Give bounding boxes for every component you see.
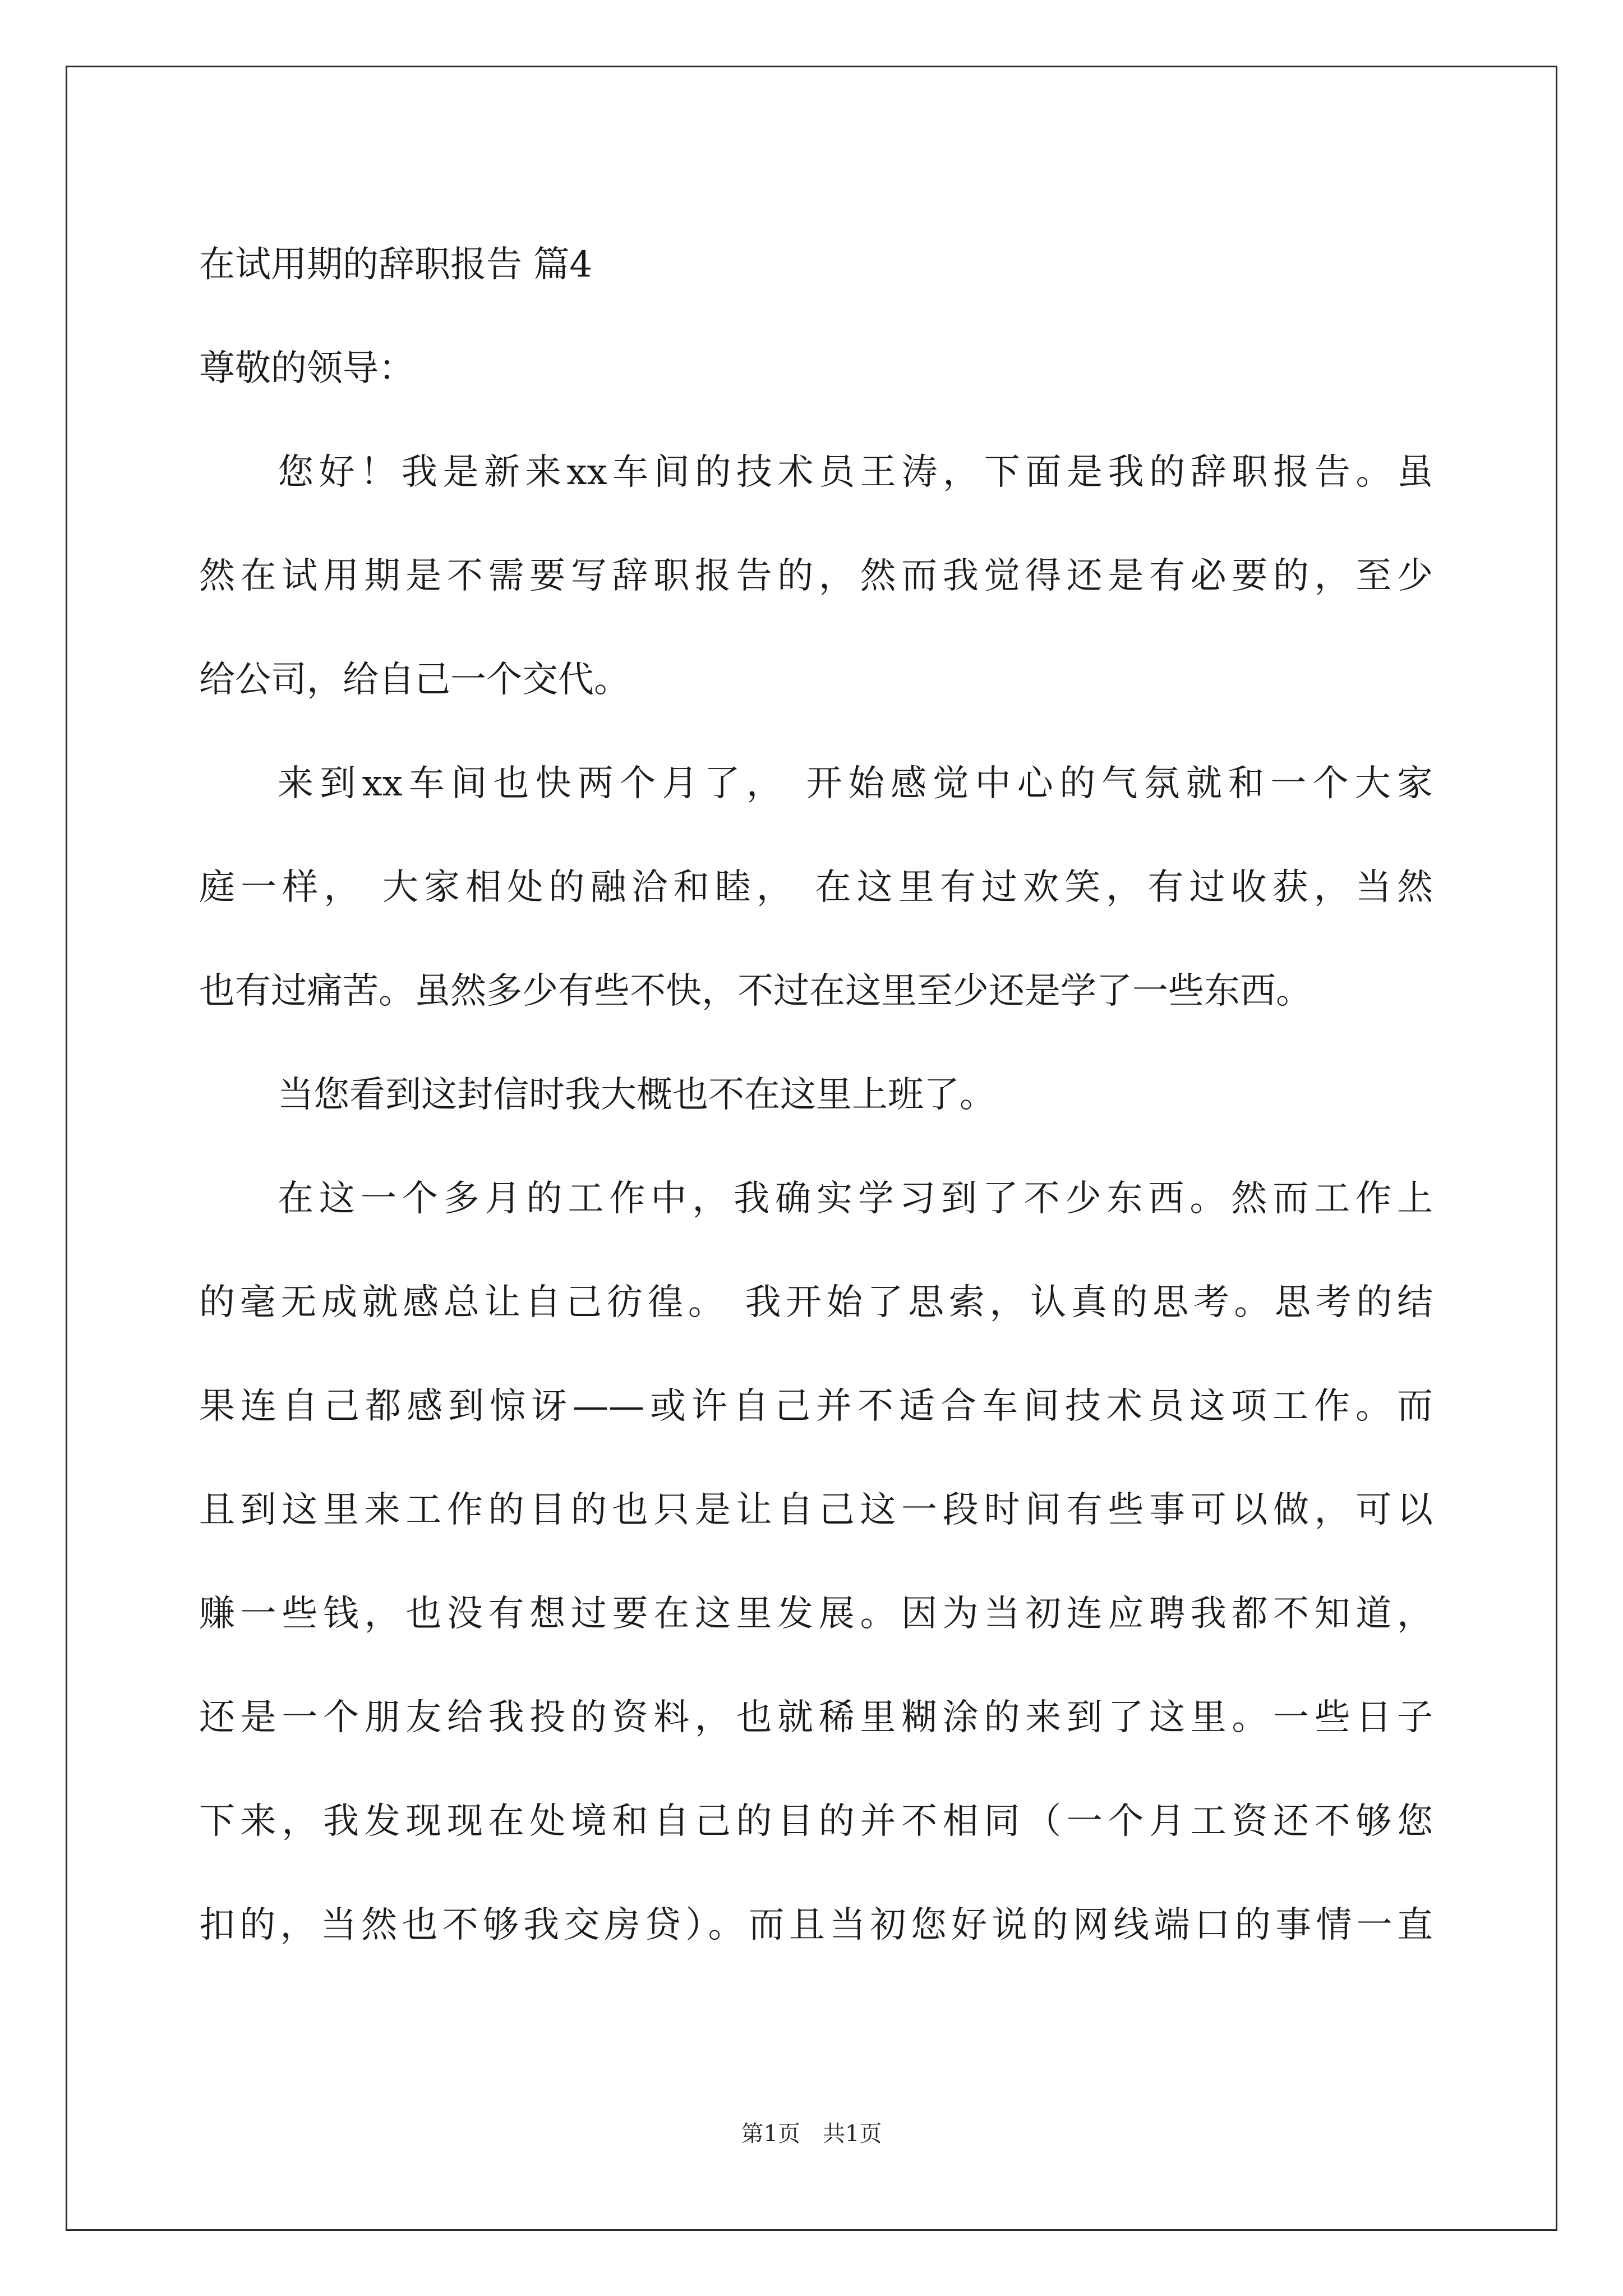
document-title: 在试用期的辞职报告 篇4 <box>199 244 593 286</box>
paragraph-line: 果连自己都感到惊讶——或许自己并不适合车间技术员这项工作。而 <box>199 1386 1433 1427</box>
paragraph-line: 然在试用期是不需要写辞职报告的，然而我觉得还是有必要的，至少 <box>199 555 1433 597</box>
paragraph-line: 的毫无成就感总让自己彷徨。 我开始了思索，认真的思考。思考的结 <box>199 1282 1433 1323</box>
document-body <box>199 213 1433 1977</box>
paragraph-line: 赚一些钱，也没有想过要在这里发展。因为当初连应聘我都不知道， <box>199 1593 1433 1635</box>
greeting: 尊敬的领导： <box>199 348 414 389</box>
paragraph-line: 且到这里来工作的目的也只是让自己这一段时间有些事可以做，可以 <box>199 1489 1433 1531</box>
paragraph-line: 您好！我是新来xx车间的技术员王涛，下面是我的辞职报告。虽 <box>278 452 1433 493</box>
paragraph-line: 扣的，当然也不够我交房贷）。而且当初您好说的网线端口的事情一直 <box>199 1904 1433 1946</box>
paragraph-line: 给公司，给自己一个交代。 <box>199 659 630 701</box>
paragraph-line: 在这一个多月的工作中，我确实学习到了不少东西。然而工作上 <box>278 1178 1433 1220</box>
paragraph-1 <box>199 421 1433 732</box>
paragraph-line: 庭一样， 大家相处的融洽和睦， 在这里有过欢笑，有过收获，当然 <box>199 867 1433 908</box>
paragraph-line: 还是一个朋友给我投的资料，也就稀里糊涂的来到了这里。一些日子 <box>199 1697 1433 1738</box>
paragraph-line: 下来，我发现现在处境和自己的目的并不相同（一个月工资还不够您 <box>199 1801 1433 1842</box>
paragraph-2 <box>199 732 1433 1043</box>
paragraph-3 <box>199 1043 1433 1147</box>
paragraph-4 <box>199 1147 1433 1977</box>
page-footer: 第1页 共1页 <box>741 2121 882 2147</box>
paragraph-line: 当您看到这封信时我大概也不在这里上班了。 <box>278 1074 995 1116</box>
paragraph-line: 也有过痛苦。虽然多少有些不快，不过在这里至少还是学了一些东西。 <box>199 970 1312 1012</box>
paragraph-line: 来到xx车间也快两个月了， 开始感觉中心的气氛就和一个大家 <box>278 763 1433 804</box>
